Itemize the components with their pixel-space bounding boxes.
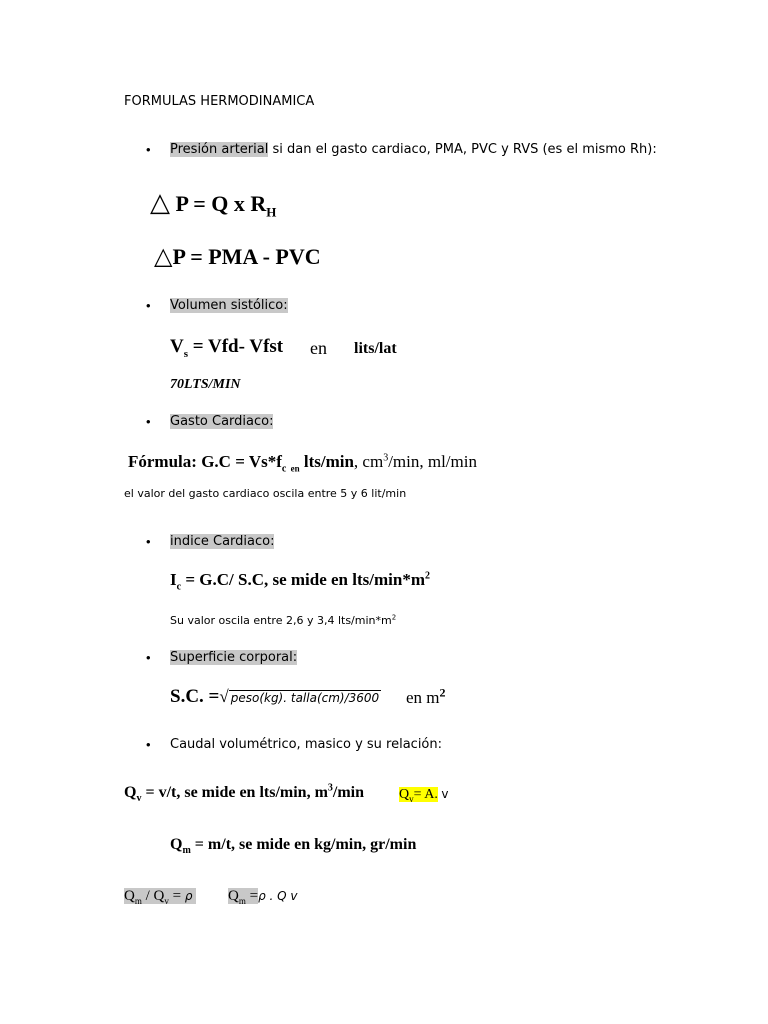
equation-superscript: 3 (327, 782, 333, 794)
gasto-cardiaco-label: Gasto Cardiaco: (170, 414, 274, 429)
gasto-cardiaco-item (170, 414, 273, 429)
equation-gasto-cardiaco (128, 452, 477, 475)
equation-subscript: en (290, 463, 300, 474)
equation-text: = A. (413, 787, 438, 802)
delta-icon: △ (150, 188, 170, 217)
equation-relation-ratio (124, 888, 196, 905)
equation-subscript: v (136, 793, 142, 805)
presion-arterial-text: si dan el gasto cardiaco, PMA, PVC y RVS (es el mismo Rh): (268, 142, 657, 157)
equation-superscript: 2 (439, 685, 446, 700)
equation-subscript: s (183, 347, 189, 360)
equation-superscript: 3 (383, 452, 389, 464)
equation-text: /min (332, 784, 365, 801)
equation-text: Q (399, 787, 410, 802)
bullet: • (146, 650, 151, 665)
equation-text: , cm (353, 452, 384, 471)
highlighted-equation (124, 888, 196, 904)
equation-text: Q (170, 836, 183, 853)
equation-subscript: m (134, 896, 142, 906)
equation-text: = (245, 888, 259, 904)
bullet: • (146, 534, 151, 549)
equation-units: en m (406, 688, 440, 707)
equation-text: /min, ml/min (388, 452, 477, 471)
equation-qv (124, 782, 365, 805)
radicand-text: peso(kg). talla(cm)/3600 (230, 691, 380, 705)
equation-superficie-units (406, 685, 446, 708)
equation-en: en (310, 338, 327, 358)
equation-text: P = Q x R (175, 191, 267, 216)
equation-symbol: ρ (184, 889, 193, 903)
equation-qv-area (399, 787, 448, 803)
equation-subscript: H (266, 204, 277, 220)
equation-subscript: m (238, 896, 246, 906)
formula-word: Fórmula (128, 452, 192, 471)
equation-delta-p-q-rh (150, 188, 276, 218)
equation-superscript: 2 (425, 570, 430, 582)
equation-superficie-corporal (170, 686, 381, 708)
equation-text: = Vfd- Vfst (188, 336, 284, 357)
radical-icon: √ (219, 687, 229, 706)
highlighted-equation (399, 787, 438, 802)
equation-text: / Q (141, 888, 165, 904)
delta-icon: △ (154, 244, 173, 270)
equation-indice-cardiaco (170, 570, 430, 593)
equation-text: Q (124, 888, 135, 904)
superficie-corporal-label: Superficie corporal: (170, 650, 298, 665)
document-title: FORMULAS HERMODINAMICA (124, 94, 315, 109)
equation-text: P = PMA - PVC (172, 244, 321, 269)
equation-text: v (441, 787, 449, 801)
equation-subscript: c (281, 463, 287, 475)
indice-cardiaco-label: indice Cardiaco: (170, 534, 275, 549)
equation-qm (170, 836, 417, 857)
indice-cardiaco-note (170, 614, 396, 627)
equation-text: I (170, 570, 177, 589)
equation-delta-p-pma-pvc (154, 242, 321, 271)
highlighted-equation (228, 888, 258, 904)
bullet: • (146, 737, 151, 752)
equation-relation-product (228, 888, 298, 905)
equation-text: Q (124, 784, 137, 801)
bullet: • (146, 298, 151, 313)
equation-subscript: c (176, 581, 182, 593)
presion-arterial-item (170, 142, 657, 157)
bullet: • (146, 414, 151, 429)
equation-units: lits/lat (354, 340, 397, 357)
equation-text: V (170, 336, 184, 357)
volumen-sistolico-item (170, 298, 288, 313)
equation-subscript: v (409, 793, 414, 804)
equation-subscript: v (164, 896, 169, 906)
caudal-item: Caudal volumétrico, masico y su relación: (170, 737, 443, 752)
indice-cardiaco-item (170, 534, 274, 549)
bullet: • (146, 142, 151, 157)
superficie-corporal-item (170, 650, 297, 665)
equation-text: Q (228, 888, 239, 904)
equation-text: S.C. = (170, 686, 220, 707)
presion-arterial-label: Presión arterial (170, 142, 269, 157)
volumen-note: 70LTS/MIN (170, 377, 241, 392)
volumen-sistolico-label: Volumen sistólico: (170, 298, 288, 313)
equation-text: = G.C/ S.C, se mide en lts/min*m (181, 570, 425, 589)
equation-text: = (168, 888, 185, 904)
equation-units: lts/min (299, 452, 354, 471)
equation-text: = m/t, se mide en kg/min, gr/min (190, 836, 417, 853)
note-superscript: 2 (391, 613, 397, 622)
note-text: Su valor oscila entre 2,6 y 3,4 lts/min*m (170, 614, 392, 627)
equation-text: : G.C = Vs*f (191, 452, 282, 471)
gasto-cardiaco-note: el valor del gasto cardiaco oscila entre 5 y 6 lit/min (124, 487, 407, 500)
equation-subscript: m (182, 845, 191, 857)
equation-text: ρ . Q v (258, 889, 298, 903)
equation-vs (170, 336, 283, 358)
equation-text: = v/t, se mide en lts/min, m (141, 784, 328, 801)
